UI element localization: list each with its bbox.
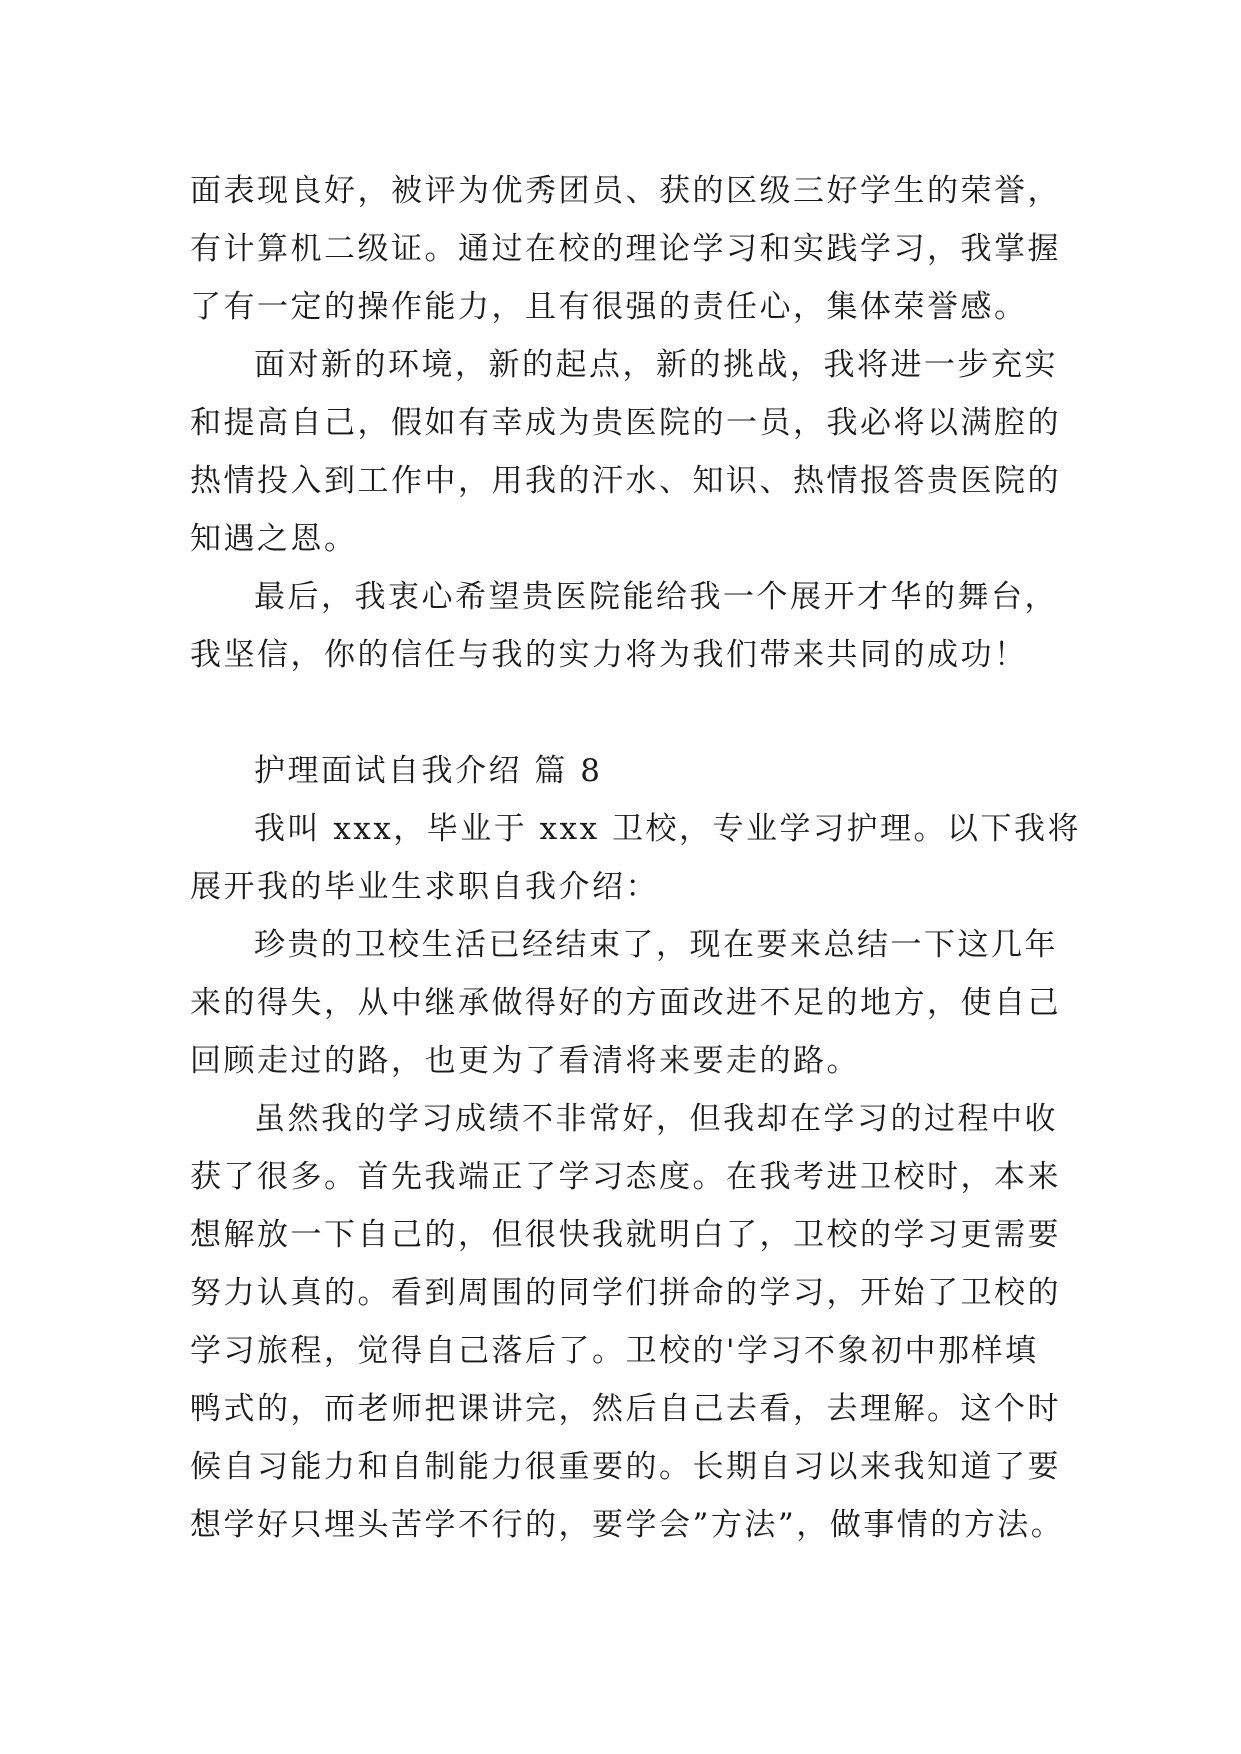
text-line: 获了很多。首先我端正了学习态度。在我考进卫校时，本来 — [190, 1159, 1061, 1195]
text-line: 来的得失，从中继承做得好的方面改进不足的地方，使自己 — [190, 985, 1061, 1021]
paragraph-first-line: 虽然我的学习成绩不非常好，但我却在学习的过程中收 — [254, 1101, 1058, 1137]
text-line: 知遇之恩。 — [190, 521, 358, 557]
paragraph-first-line: 面对新的环境，新的起点，新的挑战，我将进一步充实 — [254, 347, 1058, 383]
blank-line — [190, 684, 1070, 742]
text-line: 有计算机二级证。通过在校的理论学习和实践学习，我掌握 — [190, 231, 1061, 267]
section-heading: 护理面试自我介绍 篇 8 — [254, 753, 603, 789]
document-body — [190, 162, 1081, 1554]
paragraph-first-line: 珍贵的卫校生活已经结束了，现在要来总结一下这几年 — [254, 927, 1058, 963]
text-line: 努力认真的。看到周围的同学们拼命的学习，开始了卫校的 — [190, 1275, 1061, 1311]
paragraph-first-line: 最后，我衷心希望贵医院能给我一个展开才华的舞台， — [254, 579, 1058, 615]
text-line: 想解放一下自己的，但很快我就明白了，卫校的学习更需要 — [190, 1217, 1061, 1253]
text-line: 我坚信，你的信任与我的实力将为我们带来共同的成功！ — [190, 637, 1028, 673]
text-line: 了有一定的操作能力，且有很强的责任心，集体荣誉感。 — [190, 289, 1028, 325]
text-line: 候自习能力和自制能力很重要的。长期自习以来我知道了要 — [190, 1449, 1061, 1485]
text-line: 热情投入到工作中，用我的汗水、知识、热情报答贵医院的 — [190, 463, 1061, 499]
text-line: 面表现良好，被评为优秀团员、获的区级三好学生的荣誉， — [190, 173, 1061, 209]
text-line: 鸭式的，而老师把课讲完，然后自己去看，去理解。这个时 — [190, 1391, 1061, 1427]
text-line: 回顾走过的路，也更为了看清将来要走的路。 — [190, 1043, 860, 1079]
paragraph-first-line: 我叫 xxx，毕业于 xxx 卫校，专业学习护理。以下我将 — [254, 811, 1081, 847]
text-line: 学习旅程，觉得自己落后了。卫校的'学习不象初中那样填 — [190, 1333, 1039, 1369]
text-line: 想学好只埋头苦学不行的，要学会”方法”，做事情的方法。 — [190, 1507, 1065, 1543]
text-line: 展开我的毕业生求职自我介绍： — [190, 869, 659, 905]
text-line: 和提高自己，假如有幸成为贵医院的一员，我必将以满腔的 — [190, 405, 1061, 441]
